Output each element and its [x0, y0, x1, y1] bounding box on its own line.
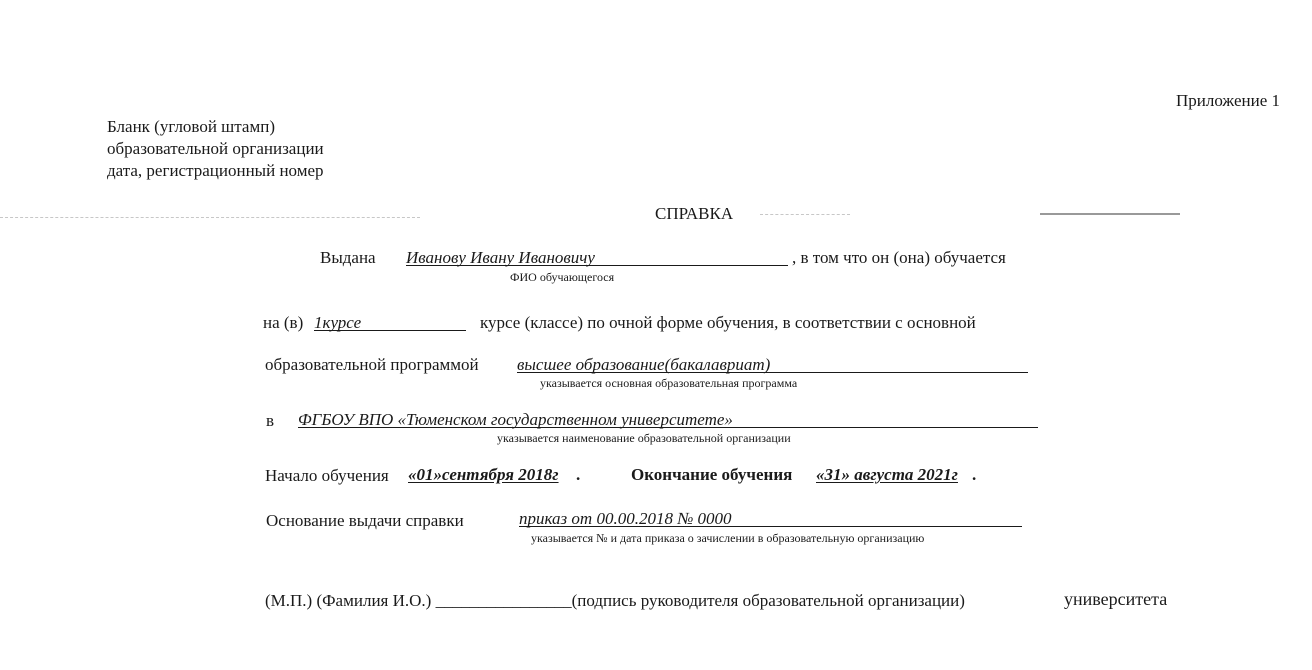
end-date-label: Окончание обучения: [631, 465, 793, 484]
organization-field: ФГБОУ ВПО «Тюменском государственном университете»: [298, 410, 733, 429]
signature-line: (М.П.) (Фамилия И.О.) ________________(подпись руководителя образовательной организации): [265, 591, 965, 610]
basis-label: Основание выдачи справки: [266, 511, 464, 530]
signature-tail: университета: [1064, 589, 1168, 609]
document-title: СПРАВКА: [655, 204, 734, 223]
appendix-label: Приложение 1: [1176, 91, 1280, 110]
organization-prefix: в: [266, 411, 275, 430]
basis-hint: указывается № и дата приказа о зачислении в образовательную организацию: [531, 531, 925, 545]
course-underline: [314, 330, 466, 331]
start-date-label: Начало обучения: [265, 466, 389, 485]
basis-underline: [519, 526, 1022, 527]
program-underline: [517, 372, 1028, 373]
course-field: 1курсе: [314, 313, 362, 332]
program-field: высшее образование(бакалавриат): [517, 355, 771, 374]
organization-underline: [298, 427, 1038, 428]
start-date-field: «01»сентября 2018г: [408, 465, 559, 484]
scan-artifact-line: [0, 217, 420, 218]
student-name-hint: ФИО обучающегося: [510, 270, 615, 284]
course-prefix: на (в): [263, 313, 304, 332]
program-hint: указывается основная образовательная программа: [540, 376, 798, 390]
scan-artifact-line: [760, 214, 850, 215]
issued-label: Выдана: [320, 248, 376, 267]
end-date-field: «31» августа 2021г: [816, 465, 958, 484]
stamp-line-1: Бланк (угловой штамп): [107, 117, 275, 136]
stamp-line-3: дата, регистрационный номер: [107, 161, 324, 180]
course-tail: курсе (классе) по очной форме обучения, в соответствии с основной: [480, 313, 976, 332]
organization-hint: указывается наименование образовательной организации: [497, 431, 791, 445]
student-name-field: Иванову Ивану Ивановичу: [406, 248, 595, 267]
scan-artifact-line: [1040, 213, 1180, 215]
student-name-underline: [406, 265, 788, 266]
end-date-dot: .: [972, 465, 977, 484]
issued-tail: , в том что он (она) обучается: [792, 248, 1006, 267]
stamp-line-2: образовательной организации: [107, 139, 324, 158]
program-label: образовательной программой: [265, 355, 479, 374]
start-date-dot: .: [576, 465, 581, 484]
basis-field: приказ от 00.00.2018 № 0000: [519, 509, 732, 528]
